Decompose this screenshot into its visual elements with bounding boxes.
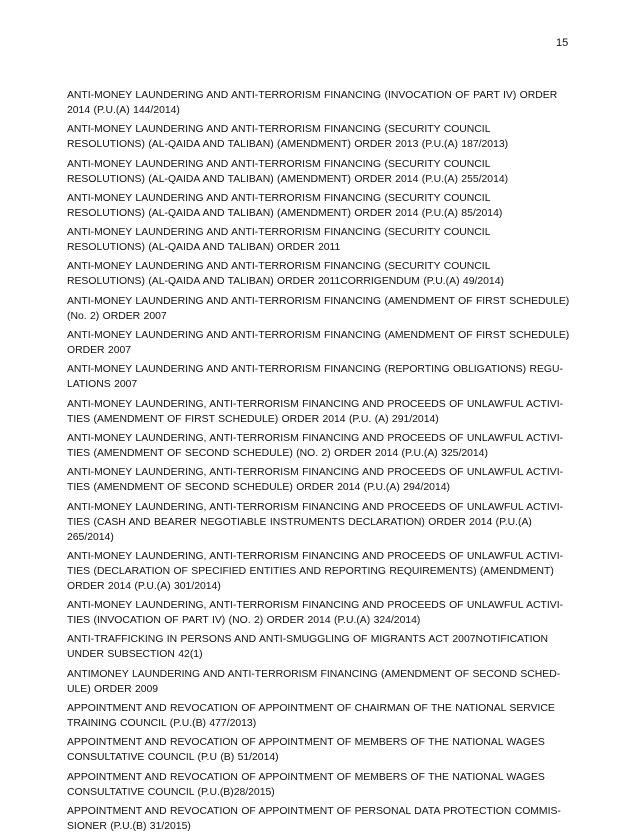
list-item: ANTI-MONEY LAUNDERING AND ANTI-TERRORISM FINANCING (AMENDMENT OF FIRST SCHEDULE) ORDER 2007 bbox=[67, 330, 570, 357]
list-item: ANTIMONEY LAUNDERING AND ANTI-TERRORISM FINANCING (AMENDMENT OF SECOND SCHED-ULE) ORDER 2009 bbox=[67, 668, 561, 695]
list-item: APPOINTMENT AND REVOCATION OF APPOINTMENT OF MEMBERS OF THE NATIONAL WAGES CONSULTATIVE COUNCIL (P.U.(B)28/2015) bbox=[67, 771, 545, 798]
list-item: ANTI-MONEY LAUNDERING, ANTI-TERRORISM FINANCING AND PROCEEDS OF UNLAWFUL ACTIVI-TIES (INVOCATION OF PART IV) (NO. 2) ORDER 2014 (P.U.(A) 324/2014) bbox=[67, 600, 564, 627]
page-number: 15 bbox=[556, 37, 569, 49]
list-item: ANTI-MONEY LAUNDERING, ANTI-TERRORISM FINANCING AND PROCEEDS OF UNLAWFUL ACTIVI-TIES (CASH AND BEARER NEGOTIABLE INSTRUMENTS DECLARATION) ORDER 2014 (P.U.(A) 265/2014) bbox=[67, 501, 564, 543]
list-item: APPOINTMENT AND REVOCATION OF APPOINTMENT OF PERSONAL DATA PROTECTION COMMIS-SIONER (P.U.(B) 31/2015) bbox=[67, 805, 561, 832]
list-item: ANTI-MONEY LAUNDERING AND ANTI-TERRORISM FINANCING (REPORTING OBLIGATIONS) REGU-LATIONS 2007 bbox=[67, 364, 563, 391]
list-item: APPOINTMENT AND REVOCATION OF APPOINTMENT OF MEMBERS OF THE NATIONAL WAGES CONSULTATIVE COUNCIL (P.U (B) 51/2014) bbox=[67, 737, 545, 764]
list-item: ANTI-MONEY LAUNDERING AND ANTI-TERRORISM FINANCING (SECURITY COUNCIL RESOLUTIONS) (AL-QAIDA AND TALIBAN) ORDER 2011CORRIGENDUM (P.U.(A) 49/2014) bbox=[67, 261, 504, 288]
list-item: ANTI-MONEY LAUNDERING AND ANTI-TERRORISM FINANCING (AMENDMENT OF FIRST SCHEDULE) (No. 2) ORDER 2007 bbox=[67, 295, 570, 322]
list-item: ANTI-MONEY LAUNDERING, ANTI-TERRORISM FINANCING AND PROCEEDS OF UNLAWFUL ACTIVI-TIES (AMENDMENT OF SECOND SCHEDULE) (NO. 2) ORDER 2014 (P.U.(A) 325/2014) bbox=[67, 432, 564, 459]
entry-list bbox=[67, 88, 571, 838]
list-item: ANTI-MONEY LAUNDERING, ANTI-TERRORISM FINANCING AND PROCEEDS OF UNLAWFUL ACTIVI-TIES (DECLARATION OF SPECIFIED ENTITIES AND REPORTING REQUIREMENTS) (AMENDMENT) ORDER 2014 (P.U.(A) 301/2014) bbox=[67, 550, 564, 592]
list-item: ANTI-MONEY LAUNDERING AND ANTI-TERRORISM FINANCING (SECURITY COUNCIL RESOLUTIONS) (AL-QAIDA AND TALIBAN) (AMENDMENT) ORDER 2014 (P.U.(A) 85/2014) bbox=[67, 192, 503, 219]
list-item: APPOINTMENT AND REVOCATION OF APPOINTMENT OF CHAIRMAN OF THE NATIONAL SERVICE TRAINING COUNCIL (P.U.(B) 477/2013) bbox=[67, 703, 555, 730]
list-item: ANTI-TRAFFICKING IN PERSONS AND ANTI-SMUGGLING OF MIGRANTS ACT 2007NOTIFICATION UNDER SUBSECTION 42(1) bbox=[67, 634, 549, 661]
list-item: ANTI-MONEY LAUNDERING, ANTI-TERRORISM FINANCING AND PROCEEDS OF UNLAWFUL ACTIVI-TIES (AMENDMENT OF SECOND SCHEDULE) ORDER 2014 (P.U.(A) 294/2014) bbox=[67, 467, 564, 494]
list-item: ANTI-MONEY LAUNDERING AND ANTI-TERRORISM FINANCING (SECURITY COUNCIL RESOLUTIONS) (AL-QAIDA AND TALIBAN) (AMENDMENT) ORDER 2014 (P.U.(A) 255/2014) bbox=[67, 158, 509, 185]
list-item: ANTI-MONEY LAUNDERING AND ANTI-TERRORISM FINANCING (SECURITY COUNCIL RESOLUTIONS) (AL-QAIDA AND TALIBAN) (AMENDMENT) ORDER 2013 (P.U.(A) 187/2013) bbox=[67, 124, 509, 151]
list-item: ANTI-MONEY LAUNDERING AND ANTI-TERRORISM FINANCING (INVOCATION OF PART IV) ORDER 2014 (P.U.(A) 144/2014) bbox=[67, 90, 558, 116]
list-item: ANTI-MONEY LAUNDERING, ANTI-TERRORISM FINANCING AND PROCEEDS OF UNLAWFUL ACTIVI-TIES (AMENDMENT OF FIRST SCHEDULE) ORDER 2014 (P.U. (A) 291/2014) bbox=[67, 398, 564, 425]
list-item: ANTI-MONEY LAUNDERING AND ANTI-TERRORISM FINANCING (SECURITY COUNCIL RESOLUTIONS) (AL-QAIDA AND TALIBAN) ORDER 2011 bbox=[67, 227, 491, 254]
